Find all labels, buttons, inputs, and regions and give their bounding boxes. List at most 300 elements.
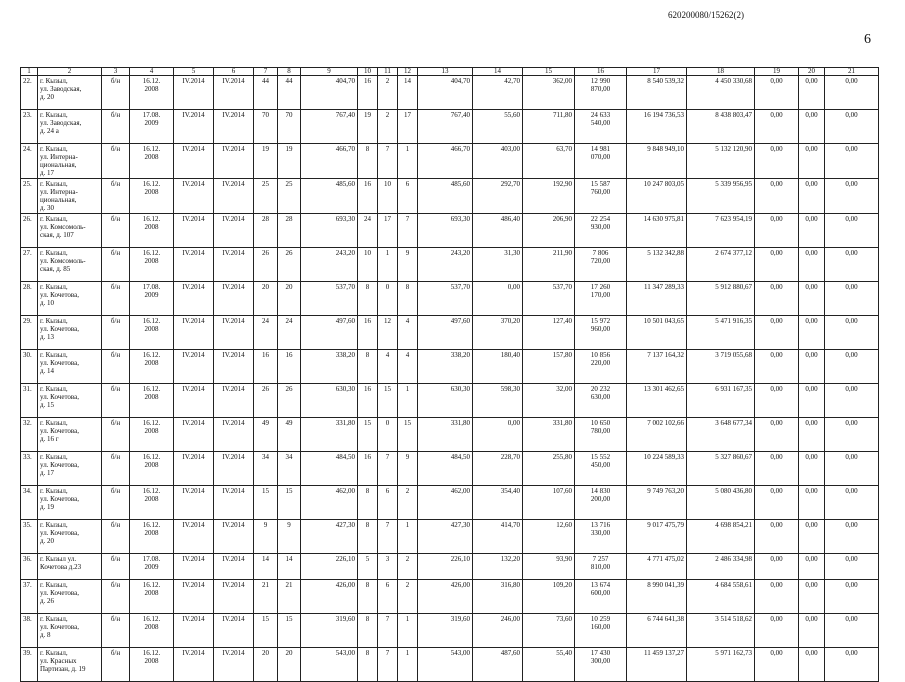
table-cell: IV.2014	[214, 554, 254, 580]
table-cell: 20	[254, 648, 278, 682]
table-cell: 49	[254, 418, 278, 452]
table-cell: 537,70	[301, 282, 358, 316]
table-cell: 0,00	[755, 520, 799, 554]
table-row	[21, 520, 879, 554]
table-cell: 0	[378, 418, 398, 452]
table-cell: г. Кызыл, ул. Кочетова, д. 13	[38, 316, 102, 350]
table-cell: IV.2014	[174, 144, 214, 179]
table-cell: 14 981 070,00	[575, 144, 627, 179]
table-cell: 0,00	[755, 144, 799, 179]
table-cell: б/н	[102, 214, 130, 248]
table-cell: 5 132 120,90	[687, 144, 755, 179]
table-row	[21, 248, 879, 282]
table-cell: 15 972 960,00	[575, 316, 627, 350]
table-cell: 338,20	[301, 350, 358, 384]
table-cell: 331,80	[301, 418, 358, 452]
table-cell: IV.2014	[214, 418, 254, 452]
table-cell: 25	[254, 179, 278, 214]
table-cell: 0,00	[755, 179, 799, 214]
table-cell: 17.08. 2009	[130, 110, 174, 144]
table-cell: 484,50	[301, 452, 358, 486]
table-cell: б/н	[102, 144, 130, 179]
table-cell: 3 648 677,34	[687, 418, 755, 452]
table-cell: 0,00	[799, 248, 825, 282]
table-cell: 16.12. 2008	[130, 520, 174, 554]
table-cell: 0,00	[799, 214, 825, 248]
table-cell: 331,80	[418, 418, 473, 452]
table-cell: г. Кызыл, ул. Кочетова, д. 8	[38, 614, 102, 648]
table-cell: б/н	[102, 452, 130, 486]
table-cell: IV.2014	[214, 452, 254, 486]
table-cell: 73,60	[523, 614, 575, 648]
table-cell: 537,70	[523, 282, 575, 316]
table-cell: 8 990 041,39	[627, 580, 687, 614]
table-cell: г. Кызыл, ул. Интерна- циональная, д. 17	[38, 144, 102, 179]
table-cell: г. Кызыл, ул. Красных Партизан, д. 19	[38, 648, 102, 682]
table-cell: 24	[358, 214, 378, 248]
table-cell: 34	[278, 452, 301, 486]
table-cell: 22.	[21, 76, 38, 110]
table-cell: 21	[278, 580, 301, 614]
table-cell: 17 260 170,00	[575, 282, 627, 316]
table-cell: 331,80	[523, 418, 575, 452]
table-cell: 17.08. 2009	[130, 282, 174, 316]
table-cell: 7	[378, 520, 398, 554]
table-cell: 403,00	[473, 144, 523, 179]
table-cell: 485,60	[301, 179, 358, 214]
table-cell: 192,90	[523, 179, 575, 214]
table-cell: 2	[398, 486, 418, 520]
table-cell: 63,70	[523, 144, 575, 179]
table-cell: 11 347 289,33	[627, 282, 687, 316]
table-cell: 17	[398, 110, 418, 144]
table-cell: г. Кызыл, ул. Заводская, д. 20	[38, 76, 102, 110]
table-cell: 16	[278, 350, 301, 384]
table-cell: 4	[398, 316, 418, 350]
table-cell: б/н	[102, 76, 130, 110]
table-cell: 338,20	[418, 350, 473, 384]
table-cell: 1	[398, 614, 418, 648]
table-cell: б/н	[102, 248, 130, 282]
table-cell: 22 254 930,00	[575, 214, 627, 248]
table-cell: 16	[358, 179, 378, 214]
table-cell: 9	[278, 520, 301, 554]
table-cell: 246,00	[473, 614, 523, 648]
table-cell: 5 471 916,35	[687, 316, 755, 350]
table-cell: 7 806 720,00	[575, 248, 627, 282]
table-cell: 466,70	[301, 144, 358, 179]
column-header: 4	[130, 68, 174, 76]
column-header: 3	[102, 68, 130, 76]
column-header: 7	[254, 68, 278, 76]
table-cell: 0,00	[755, 350, 799, 384]
table-cell: 16	[358, 384, 378, 418]
table-cell: 25.	[21, 179, 38, 214]
table-cell: 5 132 342,88	[627, 248, 687, 282]
table-row	[21, 179, 879, 214]
table-row	[21, 350, 879, 384]
table-cell: 0,00	[799, 384, 825, 418]
table-cell: IV.2014	[174, 648, 214, 682]
table-cell: 0,00	[825, 384, 879, 418]
table-cell: 9	[398, 248, 418, 282]
table-cell: 13 716 330,00	[575, 520, 627, 554]
table-cell: 0,00	[755, 486, 799, 520]
table-cell: IV.2014	[174, 350, 214, 384]
table-cell: 7	[398, 214, 418, 248]
table-cell: 32.	[21, 418, 38, 452]
table-cell: 0,00	[825, 110, 879, 144]
table-cell: 10 224 589,33	[627, 452, 687, 486]
table-cell: 34.	[21, 486, 38, 520]
table-cell: 484,50	[418, 452, 473, 486]
table-cell: б/н	[102, 384, 130, 418]
table-cell: 24.	[21, 144, 38, 179]
table-cell: 1	[398, 648, 418, 682]
table-cell: 37.	[21, 580, 38, 614]
table-cell: 14 830 200,00	[575, 486, 627, 520]
table-cell: 19	[358, 110, 378, 144]
table-cell: 5 080 436,80	[687, 486, 755, 520]
table-cell: 462,00	[418, 486, 473, 520]
table-cell: 25	[278, 179, 301, 214]
table-cell: 49	[278, 418, 301, 452]
table-cell: IV.2014	[214, 179, 254, 214]
table-cell: 9	[254, 520, 278, 554]
table-cell: 13 301 462,65	[627, 384, 687, 418]
table-cell: 0,00	[825, 179, 879, 214]
table-cell: 0,00	[755, 452, 799, 486]
column-header: 9	[301, 68, 358, 76]
table-cell: 24	[254, 316, 278, 350]
table-cell: 28	[254, 214, 278, 248]
table-cell: 16.12. 2008	[130, 580, 174, 614]
table-cell: г. Кызыл, ул. Кочетова, д. 17	[38, 452, 102, 486]
table-cell: 16.12. 2008	[130, 214, 174, 248]
table-cell: 0,00	[755, 76, 799, 110]
table-cell: 4	[378, 350, 398, 384]
table-cell: 243,20	[418, 248, 473, 282]
table-cell: 0,00	[755, 614, 799, 648]
table-cell: 0,00	[799, 144, 825, 179]
table-cell: IV.2014	[214, 214, 254, 248]
table-cell: 0,00	[755, 384, 799, 418]
table-cell: 693,30	[418, 214, 473, 248]
table-cell: 404,70	[301, 76, 358, 110]
table-cell: 14 630 975,81	[627, 214, 687, 248]
table-cell: 7	[378, 614, 398, 648]
table-cell: IV.2014	[174, 486, 214, 520]
table-cell: 7 257 810,00	[575, 554, 627, 580]
table-cell: IV.2014	[174, 316, 214, 350]
table-cell: 0,00	[755, 110, 799, 144]
table-cell: IV.2014	[214, 384, 254, 418]
table-cell: 127,40	[523, 316, 575, 350]
table-cell: 8	[358, 350, 378, 384]
table-cell: 9	[398, 452, 418, 486]
column-header: 15	[523, 68, 575, 76]
table-cell: б/н	[102, 316, 130, 350]
table-cell: 8	[358, 144, 378, 179]
table-cell: 16.12. 2008	[130, 316, 174, 350]
table-row	[21, 580, 879, 614]
table-cell: б/н	[102, 418, 130, 452]
table-cell: 15	[254, 614, 278, 648]
table-cell: 7	[378, 144, 398, 179]
table-cell: 206,90	[523, 214, 575, 248]
table-cell: IV.2014	[214, 144, 254, 179]
table-cell: 2	[378, 76, 398, 110]
table-cell: 24 633 540,00	[575, 110, 627, 144]
table-row	[21, 144, 879, 179]
table-cell: 0,00	[473, 418, 523, 452]
table-cell: 15	[278, 486, 301, 520]
table-cell: 0,00	[755, 418, 799, 452]
table-cell: IV.2014	[214, 316, 254, 350]
table-cell: 0,00	[825, 486, 879, 520]
table-cell: IV.2014	[214, 350, 254, 384]
table-cell: 20	[278, 282, 301, 316]
table-cell: 0,00	[799, 520, 825, 554]
table-cell: IV.2014	[214, 282, 254, 316]
table-cell: 9 017 475,79	[627, 520, 687, 554]
table-cell: 16.12. 2008	[130, 418, 174, 452]
table-cell: 630,30	[301, 384, 358, 418]
table-cell: 427,30	[418, 520, 473, 554]
column-header: 5	[174, 68, 214, 76]
table-cell: 93,90	[523, 554, 575, 580]
table-cell: г. Кызыл, ул. Заводская, д. 24 а	[38, 110, 102, 144]
table-cell: 7	[378, 452, 398, 486]
table-cell: 32,00	[523, 384, 575, 418]
table-cell: 543,00	[301, 648, 358, 682]
table-cell: 10 501 043,65	[627, 316, 687, 350]
table-cell: 255,80	[523, 452, 575, 486]
table-cell: 6	[398, 179, 418, 214]
table-row	[21, 648, 879, 682]
table-cell: 316,80	[473, 580, 523, 614]
table-cell: 404,70	[418, 76, 473, 110]
table-cell: 70	[278, 110, 301, 144]
table-cell: IV.2014	[174, 614, 214, 648]
table-cell: 5 327 860,67	[687, 452, 755, 486]
table-cell: 7 623 954,19	[687, 214, 755, 248]
table-cell: 34	[254, 452, 278, 486]
table-cell: г. Кызыл, ул. Кочетова, д. 16 г	[38, 418, 102, 452]
table-cell: 29.	[21, 316, 38, 350]
table-cell: 14	[398, 76, 418, 110]
table-header	[21, 68, 879, 76]
table-cell: 4 771 475,02	[627, 554, 687, 580]
table-cell: 0,00	[799, 418, 825, 452]
table-cell: 0,00	[799, 648, 825, 682]
table-cell: 0,00	[799, 452, 825, 486]
table-cell: 11 459 137,27	[627, 648, 687, 682]
column-header: 6	[214, 68, 254, 76]
table-cell: 6 744 641,38	[627, 614, 687, 648]
table-cell: 292,70	[473, 179, 523, 214]
table-cell: 16.12. 2008	[130, 648, 174, 682]
table-cell: 226,10	[301, 554, 358, 580]
table-cell: 497,60	[418, 316, 473, 350]
table-cell: 0,00	[755, 316, 799, 350]
table-cell: 6	[378, 580, 398, 614]
table-cell: 426,00	[301, 580, 358, 614]
table-cell: 16 194 736,53	[627, 110, 687, 144]
table-cell: 16.12. 2008	[130, 384, 174, 418]
table-cell: б/н	[102, 179, 130, 214]
table-cell: 35.	[21, 520, 38, 554]
table-cell: 0,00	[755, 214, 799, 248]
table-cell: 28	[278, 214, 301, 248]
table-cell: 44	[278, 76, 301, 110]
table-cell: 2	[378, 110, 398, 144]
table-cell: б/н	[102, 614, 130, 648]
table-cell: 319,60	[418, 614, 473, 648]
table-cell: 16.12. 2008	[130, 144, 174, 179]
table-cell: 17	[378, 214, 398, 248]
table-cell: 9 848 949,10	[627, 144, 687, 179]
table-cell: 26.	[21, 214, 38, 248]
table-cell: 16.12. 2008	[130, 248, 174, 282]
table-cell: 0,00	[755, 554, 799, 580]
table-cell: 0	[378, 282, 398, 316]
column-header: 10	[358, 68, 378, 76]
table-cell: 1	[398, 384, 418, 418]
table-cell: 354,40	[473, 486, 523, 520]
table-cell: 0,00	[825, 282, 879, 316]
table-cell: 2 674 377,12	[687, 248, 755, 282]
table-cell: 12 990 870,00	[575, 76, 627, 110]
table-cell: 3	[378, 554, 398, 580]
table-cell: б/н	[102, 350, 130, 384]
table-cell: 0,00	[799, 614, 825, 648]
table-cell: 15	[378, 384, 398, 418]
table-cell: 4 698 854,21	[687, 520, 755, 554]
table-cell: г. Кызыл, ул. Кочетова, д. 20	[38, 520, 102, 554]
table-cell: 7 002 102,66	[627, 418, 687, 452]
table-cell: 0,00	[825, 144, 879, 179]
table-cell: 16	[254, 350, 278, 384]
table-cell: 8 540 539,32	[627, 76, 687, 110]
table-cell: г. Кызыл, ул. Кочетова, д. 19	[38, 486, 102, 520]
table-cell: IV.2014	[174, 179, 214, 214]
table-cell: 31.	[21, 384, 38, 418]
table-cell: 33.	[21, 452, 38, 486]
table-cell: 10 259 160,00	[575, 614, 627, 648]
table-cell: 8	[358, 486, 378, 520]
table-cell: 107,60	[523, 486, 575, 520]
table-row	[21, 418, 879, 452]
table-cell: 3 719 055,68	[687, 350, 755, 384]
table-cell: 16.12. 2008	[130, 350, 174, 384]
table-cell: 12	[378, 316, 398, 350]
table-cell: г. Кызыл, ул. Комсомоль- ская, д. 85	[38, 248, 102, 282]
column-header: 1	[21, 68, 38, 76]
table-cell: IV.2014	[174, 110, 214, 144]
table-cell: 0,00	[799, 282, 825, 316]
table-cell: 15	[398, 418, 418, 452]
table-body	[21, 76, 879, 682]
table-cell: IV.2014	[214, 520, 254, 554]
table-cell: 319,60	[301, 614, 358, 648]
table-cell: 14	[254, 554, 278, 580]
table-cell: 6 931 167,35	[687, 384, 755, 418]
table-cell: 28.	[21, 282, 38, 316]
table-cell: 693,30	[301, 214, 358, 248]
table-cell: 486,40	[473, 214, 523, 248]
table-row	[21, 282, 879, 316]
table-cell: 132,20	[473, 554, 523, 580]
table-cell: 5 339 956,95	[687, 179, 755, 214]
table-cell: 4	[398, 350, 418, 384]
table-cell: 1	[398, 144, 418, 179]
table-cell: 497,60	[301, 316, 358, 350]
table-cell: 0,00	[799, 179, 825, 214]
column-header: 13	[418, 68, 473, 76]
table-cell: 427,30	[301, 520, 358, 554]
table-cell: б/н	[102, 110, 130, 144]
column-header: 2	[38, 68, 102, 76]
table-cell: 16	[358, 452, 378, 486]
table-cell: 0,00	[825, 214, 879, 248]
table-cell: 462,00	[301, 486, 358, 520]
table-row	[21, 554, 879, 580]
table-cell: IV.2014	[214, 76, 254, 110]
table-cell: 31,30	[473, 248, 523, 282]
table-cell: 1	[398, 520, 418, 554]
table-cell: 13 674 600,00	[575, 580, 627, 614]
table-cell: 228,70	[473, 452, 523, 486]
table-cell: 211,90	[523, 248, 575, 282]
table-cell: б/н	[102, 648, 130, 682]
column-header: 12	[398, 68, 418, 76]
table-cell: 9 749 763,20	[627, 486, 687, 520]
table-cell: 5 912 880,67	[687, 282, 755, 316]
table-cell: 17.08. 2009	[130, 554, 174, 580]
table-cell: 4 450 330,68	[687, 76, 755, 110]
table-cell: 42,70	[473, 76, 523, 110]
table-cell: IV.2014	[174, 214, 214, 248]
column-header: 19	[755, 68, 799, 76]
table-cell: IV.2014	[214, 110, 254, 144]
table-cell: 485,60	[418, 179, 473, 214]
table-cell: 767,40	[418, 110, 473, 144]
table-cell: 0,00	[799, 110, 825, 144]
table-cell: 8	[358, 580, 378, 614]
table-cell: IV.2014	[174, 248, 214, 282]
table-cell: г. Кызыл, ул. Кочетова, д. 15	[38, 384, 102, 418]
table-cell: 2 486 334,98	[687, 554, 755, 580]
table-cell: г. Кызыл, ул. Кочетова, д. 14	[38, 350, 102, 384]
table-cell: 10	[358, 248, 378, 282]
table-cell: 36.	[21, 554, 38, 580]
table-row	[21, 76, 879, 110]
table-cell: б/н	[102, 520, 130, 554]
table-cell: 26	[254, 384, 278, 418]
table-cell: 0,00	[799, 316, 825, 350]
table-cell: 180,40	[473, 350, 523, 384]
table-cell: 19	[254, 144, 278, 179]
table-cell: 17 430 300,00	[575, 648, 627, 682]
table-cell: 20 232 630,00	[575, 384, 627, 418]
table-cell: 16.12. 2008	[130, 614, 174, 648]
table-cell: г. Кызыл, ул. Комсомоль- ская, д. 107	[38, 214, 102, 248]
column-header: 14	[473, 68, 523, 76]
table-cell: 15 587 760,00	[575, 179, 627, 214]
table-cell: 426,00	[418, 580, 473, 614]
table-cell: 16	[358, 316, 378, 350]
